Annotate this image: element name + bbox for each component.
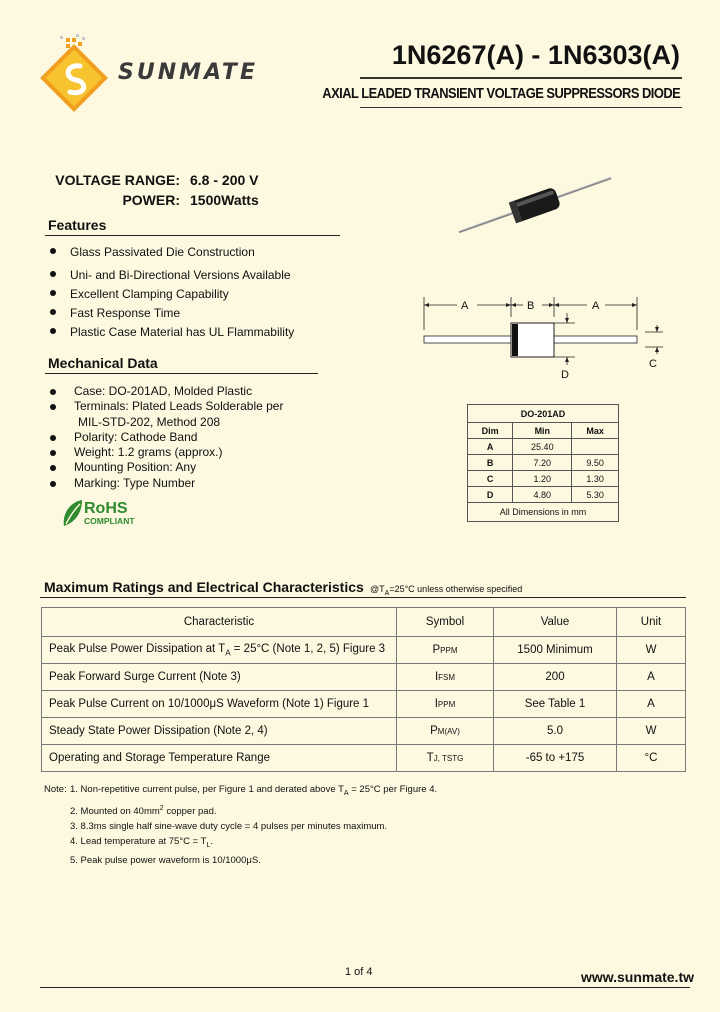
table-cell: 4.80 (513, 487, 572, 503)
list-item: Polarity: Cathode Band (48, 430, 283, 445)
table-cell: W (617, 718, 686, 745)
table-cell: C (468, 471, 513, 487)
table-cell: Steady State Power Dissipation (Note 2, 4) (42, 718, 397, 745)
table-row (468, 455, 619, 471)
mechanical-divider (45, 373, 318, 374)
website-link[interactable]: www.sunmate.tw (580, 969, 694, 985)
table-cell: 5.30 (572, 487, 619, 503)
ratings-divider (40, 597, 686, 598)
features-heading: Features (48, 217, 107, 233)
dim-label-b: B (527, 300, 535, 312)
max-header: Max (572, 423, 619, 439)
table-cell: A (468, 439, 513, 455)
list-item: 3. 8.3ms single half sine-wave duty cycle = 4 pulses per minutes maximum. (70, 821, 388, 833)
list-item: Case: DO-201AD, Molded Plastic (48, 384, 283, 399)
table-cell: 7.20 (513, 455, 572, 471)
table-cell: D (468, 487, 513, 503)
table-cell: °C (617, 745, 686, 772)
table-cell (572, 439, 619, 455)
dim-header: Dim (468, 423, 513, 439)
list-item: Weight: 1.2 grams (approx.) (48, 445, 283, 460)
voltage-range-label: VOLTAGE RANGE: (55, 172, 180, 188)
page-number: 1 of 4 (345, 966, 373, 978)
mechanical-heading: Mechanical Data (48, 355, 158, 371)
dim-label-a1: A (461, 300, 469, 312)
dimension-table-caption: DO-201AD (468, 405, 619, 423)
table-cell: Operating and Storage Temperature Range (42, 745, 397, 772)
table-cell: 5.0 (494, 718, 617, 745)
unit-header: Unit (617, 608, 686, 637)
value-header: Value (494, 608, 617, 637)
list-item: MIL-STD-202, Method 208 (78, 414, 221, 429)
features-list (48, 243, 294, 342)
characteristic-header: Characteristic (42, 608, 397, 637)
list-item: 5. Peak pulse power waveform is 10/1000μS. (70, 854, 261, 866)
table-row (42, 718, 686, 745)
table-cell: TJ, TSTG (397, 745, 494, 772)
symbol-header: Symbol (397, 608, 494, 637)
table-cell: -65 to +175 (494, 745, 617, 772)
table-row (468, 439, 619, 455)
table-row (468, 487, 619, 503)
table-cell: Peak Pulse Current on 10/1000μS Waveform (Note 1) Figure 1 (42, 691, 397, 718)
voltage-range-value: 6.8 - 200 V (190, 172, 259, 188)
list-item: 4. Lead temperature at $75^\circ C = T_L$. (70, 836, 213, 849)
list-item: Terminals: Plated Leads Solderable per (48, 399, 283, 414)
diode-photo (455, 170, 615, 240)
footer-divider (40, 987, 690, 988)
dim-label-c: C (649, 358, 657, 370)
list-item: 2. Mounted on $40mm^2$ copper pad. (70, 804, 217, 818)
table-cell: A (617, 691, 686, 718)
notes-label: Note: (44, 784, 67, 795)
dimension-table-footer: All Dimensions in mm (468, 503, 619, 522)
table-row (42, 664, 686, 691)
list-item: Fast Response Time (48, 304, 294, 323)
brand-wordmark: SUNMATE (118, 60, 258, 85)
table-cell: 9.50 (572, 455, 619, 471)
table-cell: W (617, 637, 686, 664)
dimension-table (467, 404, 619, 522)
dimension-diagram (415, 285, 675, 385)
ratings-condition: $@T_A=25^\circ C$ unless otherwise specified (370, 584, 523, 597)
list-item: Excellent Clamping Capability (48, 285, 294, 304)
dim-label-d: D (561, 369, 569, 381)
page-title: 1N6267(A) - 1N6303(A) (391, 40, 680, 70)
table-cell: PM(AV) (397, 718, 494, 745)
subtitle-divider (360, 107, 682, 108)
dim-label-a2: A (592, 300, 600, 312)
table-cell: IFSM (397, 664, 494, 691)
table-row (42, 691, 686, 718)
ratings-heading: Maximum Ratings and Electrical Characteristics (44, 579, 364, 595)
min-header: Min (513, 423, 572, 439)
notes-list (70, 782, 490, 868)
table-row (42, 745, 686, 772)
ratings-table (41, 607, 686, 772)
table-cell: 1.30 (572, 471, 619, 487)
rohs-main-text: RoHS (84, 500, 128, 517)
table-cell: Peak Pulse Power Dissipation at $T_A = 25^\circ C$ (Note 1, 2, 5) Figure 3 (42, 637, 397, 664)
list-item: 1. Non-repetitive current pulse, per Figure 1 and derated above $T_A = 25^\circ C$ per Figure 4. (70, 784, 438, 797)
list-item: Uni- and Bi-Directional Versions Available (48, 266, 294, 285)
table-cell: B (468, 455, 513, 471)
rohs-sub-text: COMPLIANT (84, 516, 135, 526)
table-cell: 200 (494, 664, 617, 691)
table-cell: See Table 1 (494, 691, 617, 718)
rohs-leaf-icon (60, 496, 150, 530)
list-item: Marking: Type Number (48, 476, 283, 491)
page-subtitle: AXIAL LEADED TRANSIENT VOLTAGE SUPPRESSORS DIODE (322, 85, 680, 102)
table-cell: Peak Forward Surge Current (Note 3) (42, 664, 397, 691)
list-item: Mounting Position: Any (48, 460, 283, 475)
power-label: POWER: (122, 192, 180, 208)
table-row (42, 637, 686, 664)
table-cell: PPPM (397, 637, 494, 664)
title-divider (360, 77, 682, 79)
table-header-row (42, 608, 686, 637)
table-cell: 1.20 (513, 471, 572, 487)
table-row (468, 471, 619, 487)
table-cell: 25.40 (513, 439, 572, 455)
list-item: Glass Passivated Die Construction (48, 243, 294, 262)
list-item: Plastic Case Material has UL Flammability (48, 323, 294, 342)
power-value: 1500Watts (190, 192, 259, 208)
features-divider (45, 235, 340, 236)
table-cell: 1500 Minimum (494, 637, 617, 664)
table-cell: IPPM (397, 691, 494, 718)
rohs-badge (60, 496, 150, 535)
mechanical-list (48, 384, 283, 491)
table-cell: A (617, 664, 686, 691)
